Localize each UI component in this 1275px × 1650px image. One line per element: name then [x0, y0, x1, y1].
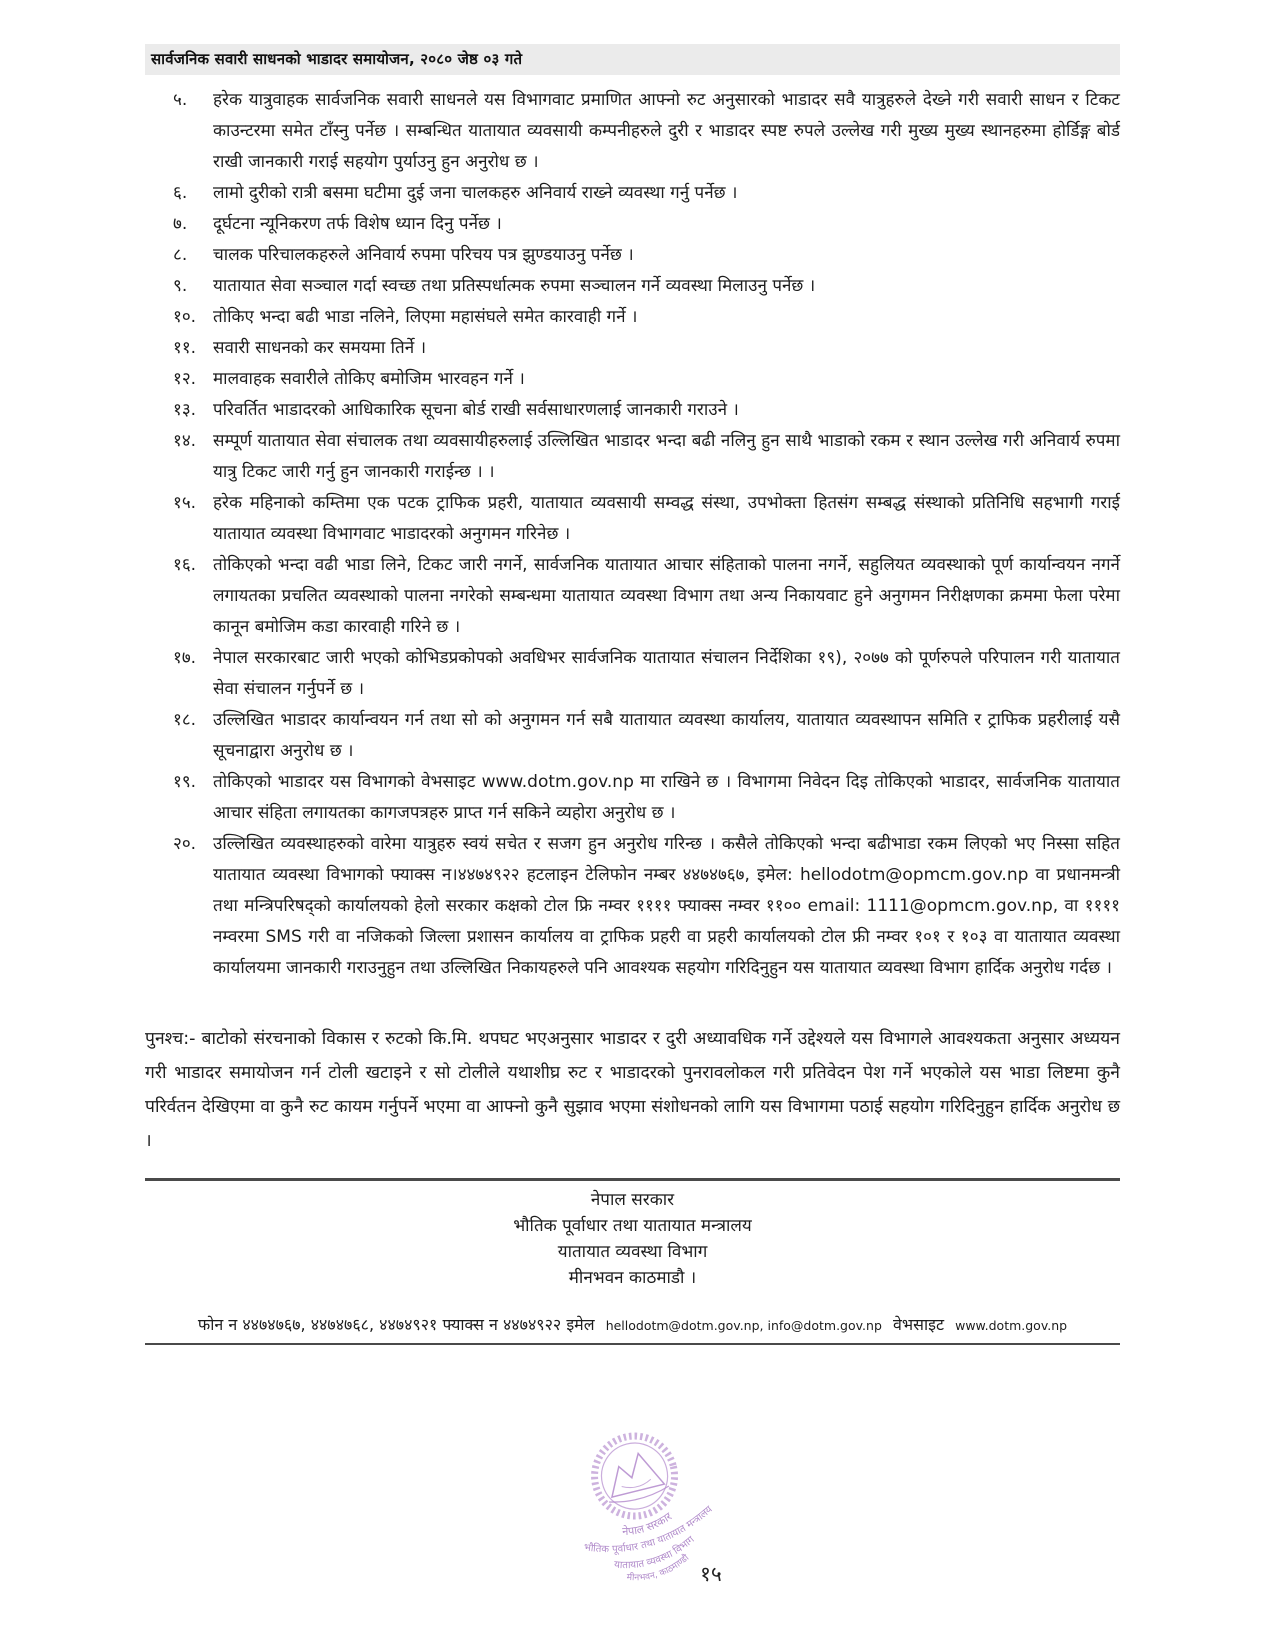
stamp-address-text: मीनभवन, काठमाण्डौ [626, 1553, 692, 1584]
notice-item [145, 395, 1120, 426]
item-text: मालवाहक सवारीले तोकिए बमोजिम भारवहन गर्ने । [213, 369, 525, 389]
stamp-mountain-icon [603, 1449, 664, 1497]
item-number: ११. [173, 338, 197, 358]
contact-website: www.dotm.gov.np [955, 1318, 1068, 1333]
item-number: १६. [173, 555, 197, 575]
notice-item [145, 488, 1120, 550]
item-text: परिवर्तित भाडादरको आधिकारिक सूचना बोर्ड राखी सर्वसाधारणलाई जानकारी गराउने । [213, 400, 739, 420]
notice-item [145, 550, 1120, 643]
item-number: ७. [173, 214, 188, 234]
stamp-ministry-text: भौतिक पूर्वाधार तथा यातायात मन्त्रालय [583, 1504, 715, 1556]
page-number: १५ [700, 1562, 722, 1586]
notice-item [145, 767, 1120, 829]
notice-item [145, 333, 1120, 364]
contact-line [145, 1313, 1120, 1335]
item-number: ६. [173, 183, 188, 203]
signature-block [145, 1187, 1120, 1291]
item-number: १२. [173, 369, 197, 389]
stamp-wreath-icon [586, 1428, 683, 1525]
item-text: यातायात सेवा सञ्चाल गर्दा स्वच्छ तथा प्रतिस्पर्धात्मक रुपमा सञ्चालन गर्ने व्यवस्था मिलाउनु पर्नेछ । [213, 276, 816, 296]
page-header [145, 44, 1120, 75]
notice-item [145, 271, 1120, 302]
contact-website-label: वेभसाइट [892, 1315, 945, 1334]
notice-item [145, 85, 1120, 178]
item-number: १९. [173, 772, 197, 792]
item-text: सवारी साधनको कर समयमा तिर्ने । [213, 338, 427, 358]
item-text: उल्लिखित भाडादर कार्यान्वयन गर्न तथा सो को अनुगमन गर्न सबै यातायात व्यवस्था कार्यालय, यातायात व्यवस्थापन समिति र ट्राफिक प्रहरीलाई यसै सूचनाद्वारा अनुरोध छ । [213, 710, 1120, 761]
postscript-paragraph: पुनश्च:- बाटोको संरचनाको विकास र रुटको कि.मि. थपघट भएअनुसार भाडादर र दुरी अध्यावधिक गर्ने उद्देश्यले यस विभागले आवश्यकता अनुसार अध्ययन गरी भाडादर समायोजन गर्न टोली खटाइने र सो टोलीले यथाशीघ्र रुट र भाडादरको पुनरावलोकल गरी प्रतिवेदन पेश गर्ने भएकोले यस भाडा लिष्टमा कुनै परिर्वतन देखिएमा वा कुनै रुट कायम गर्नुपर्ने भएमा वा आफ्नो कुनै सुझाव भएमा संशोधनको लागि यस विभागमा पठाई सहयोग गरिदिनुहुन हार्दिक अनुरोध छ । [145, 1029, 1120, 1151]
signature-address: मीनभवन काठमाडौ । [568, 1268, 697, 1288]
divider-line [145, 1178, 1120, 1181]
notice-item [145, 302, 1120, 333]
page-header-title: सार्वजनिक सवारी साधनको भाडादर समायोजन, २०८० जेष्ठ ०३ गते [151, 50, 523, 68]
item-number: १५. [173, 493, 197, 513]
notice-item [145, 178, 1120, 209]
notice-item [145, 643, 1120, 705]
item-text: तोकिएको भाडादर यस विभागको वेभसाइट www.dotm.gov.np मा राखिने छ । विभागमा निवेदन दिइ तोकिएको भाडादर, सार्वजनिक यातायात आचार संहिता लगायतका कागजपत्रहरु प्राप्त गर्न सकिने व्यहोरा अनुरोध छ । [213, 772, 1120, 823]
contact-phone-fax: फोन न ४४७४७६७, ४४७४७६८, ४४७४९२१ फ्याक्स न ४४७४९२२ इमेल [197, 1315, 595, 1334]
item-number: १८. [173, 710, 197, 730]
contact-emails: hellodotm@dotm.gov.np, info@dotm.gov.np [605, 1318, 882, 1333]
item-number: १४. [173, 431, 197, 451]
stamp-government-text: नेपाल सरकार [621, 1509, 675, 1539]
notice-item [145, 209, 1120, 240]
item-text: नेपाल सरकारबाट जारी भएको कोभिडप्रकोपको अवधिभर सार्वजनिक यातायात संचालन निर्देशिका १९), २०७७ को पूर्णरुपले परिपालन गरी यातायात सेवा संचालन गर्नुपर्ने छ । [213, 648, 1120, 699]
item-number: १०. [173, 307, 197, 327]
item-text: उल्लिखित व्यवस्थाहरुको वारेमा यात्रुहरु स्वयं सचेत र सजग हुन अनुरोध गरिन्छ । कसैले तोकिएको भन्दा बढीभाडा रकम लिएको भए निस्सा सहित यातायात व्यवस्था विभागको फ्याक्स न।४४७४९२२ हटलाइन टेलिफोन नम्बर ४४७४७६७, इमेल: hellodotm@opmcm.gov.np वा प्रधानमन्त्री तथा मन्त्रिपरिषद्को कार्यालयको हेलो सरकार कक्षको टोल फ्रि नम्वर ११११ फ्याक्स नम्वर ११०० email: 1111@opmcm.gov.np, वा ११११ नम्वरमा SMS गरी वा नजिकको जिल्ला प्रशासन कार्यालय वा ट्राफिक प्रहरी वा प्रहरी कार्यालयको टोल फ्री नम्वर १०१ र १०३ वा यातायात व्यवस्था कार्यालयमा जानकारी गराउनुहुन तथा उल्लिखित निकायहरुले पनि आवश्यक सहयोग गरिदिनुहुन यस यातायात व्यवस्था विभाग हार्दिक अनुरोध गर्दछ । [213, 834, 1120, 978]
item-number: ५. [173, 90, 188, 110]
stamp-department-text: यातायात व्यवस्था विभाग [613, 1534, 697, 1572]
notice-item [145, 705, 1120, 767]
notice-item [145, 829, 1120, 984]
page-content [145, 44, 1120, 1345]
item-number: २०. [173, 834, 197, 854]
notice-list [145, 85, 1120, 984]
signature-ministry: भौतिक पूर्वाधार तथा यातायात मन्त्रालय [513, 1216, 752, 1236]
item-text: दूर्घटना न्यूनिकरण तर्फ विशेष ध्यान दिनु पर्नेछ । [213, 214, 502, 234]
notice-item [145, 240, 1120, 271]
divider-line-bottom [145, 1343, 1120, 1345]
signature-government: नेपाल सरकार [590, 1190, 675, 1210]
item-number: १३. [173, 400, 197, 420]
item-text: लामो दुरीको रात्री बसमा घटीमा दुई जना चालकहरु अनिवार्य राख्ने व्यवस्था गर्नु पर्नेछ । [213, 183, 738, 203]
item-number: ८. [173, 245, 188, 265]
signature-department: यातायात व्यवस्था विभाग [557, 1242, 708, 1262]
item-number: ९. [173, 276, 188, 296]
item-text: सम्पूर्ण यातायात सेवा संचालक तथा व्यवसायीहरुलाई उल्लिखित भाडादर भन्दा बढी नलिनु हुन साथै भाडाको रकम र स्थान उल्लेख गरी अनिवार्य रुपमा यात्रु टिकट जारी गर्नु हुन जानकारी गराईन्छ । । [213, 431, 1120, 482]
item-number: १७. [173, 648, 197, 668]
item-text: चालक परिचालकहरुले अनिवार्य रुपमा परिचय पत्र झुण्डयाउनु पर्नेछ । [213, 245, 634, 265]
item-text: हरेक यात्रुवाहक सार्वजनिक सवारी साधनले यस विभागवाट प्रमाणित आफ्नो रुट अनुसारको भाडादर सवै यात्रुहरुले देख्ने गरी सवारी साधन र टिकट काउन्टरमा समेत टाँस्नु पर्नेछ । सम्बन्धित यातायात व्यवसायी कम्पनीहरुले दुरी र भाडादर स्पष्ट रुपले उल्लेख गरी मुख्य मुख्य स्थानहरुमा होर्डिङ्ग बोर्ड राखी जानकारी गराई सहयोग पुर्याउनु हुन अनुरोध छ । [213, 90, 1120, 172]
item-text: तोकिएको भन्दा वढी भाडा लिने, टिकट जारी नगर्ने, सार्वजनिक यातायात आचार संहिताको पालना नगर्ने, सहुलियत व्यवस्थाको पूर्ण कार्यान्वयन नगर्ने लगायतका प्रचलित व्यवस्थाको पालना नगरेको सम्बन्धमा यातायात व्यवस्था विभाग तथा अन्य निकायवाट हुने अनुगमन निरीक्षणका क्रममा फेला परेमा कानून बमोजिम कडा कारवाही गरिने छ । [213, 555, 1120, 637]
item-text: तोकिए भन्दा बढी भाडा नलिने, लिएमा महासंघले समेत कारवाही गर्ने । [213, 307, 638, 327]
notice-item [145, 364, 1120, 395]
item-text: हरेक महिनाको कम्तिमा एक पटक ट्राफिक प्रहरी, यातायात व्यवसायी सम्वद्ध संस्था, उपभोक्ता हितसंग सम्बद्ध संस्थाको प्रतिनिधि सहभागी गराई यातायात व्यवस्था विभागवाट भाडादरको अनुगमन गरिनेछ । [213, 493, 1120, 544]
notice-item [145, 426, 1120, 488]
